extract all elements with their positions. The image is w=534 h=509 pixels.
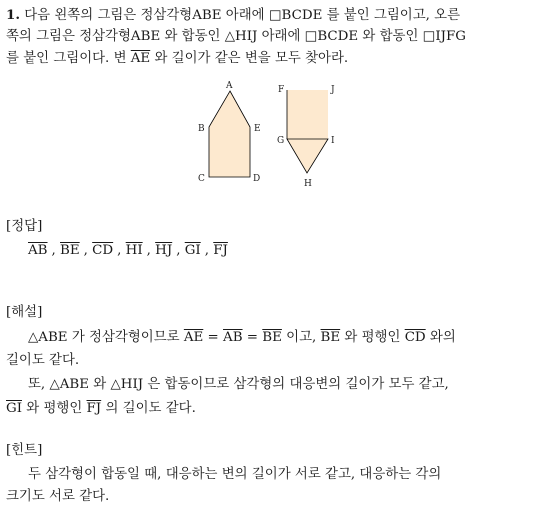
- label-b: B: [198, 124, 205, 134]
- problem-line-2: [6, 26, 530, 49]
- answer-fj: $\overline{FJ}$: [213, 243, 228, 258]
- problem-line-1: [6, 4, 530, 28]
- answer-hi: $\overline{HI}$: [125, 243, 143, 258]
- explanation-text: 이고,: [281, 330, 321, 345]
- segment-be: $\overline{BE}$: [320, 330, 341, 345]
- answer-cd: $\overline{CD}$: [92, 243, 114, 258]
- label-i: I: [331, 136, 335, 146]
- equals-sign: =: [242, 330, 263, 345]
- segment-cd: $\overline{CD}$: [404, 330, 426, 345]
- explanation-text: 의 길이도 같다.: [101, 401, 196, 416]
- label-e: E: [254, 124, 261, 134]
- hint-line-1: 두 삼각형이 합동일 때, 대응하는 변의 길이가 서로 같고, 대응하는 각의: [28, 467, 442, 482]
- hint-heading: [힌트]: [6, 443, 43, 458]
- problem-number: 1.: [6, 7, 20, 23]
- triangle-hij: [287, 139, 328, 173]
- explanation-line-2: 길이도 같다.: [6, 353, 80, 368]
- right-shape: [277, 85, 335, 189]
- left-shape: [198, 81, 261, 184]
- label-g: G: [277, 136, 285, 146]
- label-j: J: [331, 85, 335, 95]
- label-h: H: [304, 179, 312, 189]
- rectangle-ijfg: [287, 90, 328, 139]
- problem-text-3a: 를 붙인 그림이다. 변: [6, 51, 131, 66]
- segment-ab: $\overline{AB}$: [223, 330, 243, 345]
- segment-gi: $\overline{GI}$: [6, 401, 22, 416]
- hint-line-2: 크기도 서로 같다.: [6, 489, 110, 504]
- label-a: A: [226, 81, 233, 91]
- segment-fj: $\overline{FJ}$: [86, 401, 102, 416]
- label-d: D: [253, 174, 261, 184]
- segment-ae: $\overline{AE}$: [183, 330, 204, 345]
- pentagon-abcde: [209, 91, 250, 177]
- explanation-text: 와 평행인: [340, 330, 405, 345]
- segment-ae: $\overline{AE}$: [130, 51, 151, 66]
- explanation-line-1: [6, 327, 530, 350]
- explanation-text: 와의: [425, 330, 456, 345]
- geometry-figure: [192, 80, 352, 192]
- answer-heading: [정답]: [6, 219, 43, 234]
- problem-text-2: 쪽의 그림은 정삼각형ABE 와 합동인 △HIJ 아래에 □BCDE 와 합동인 □IJFG: [6, 29, 466, 44]
- explanation-line-4: [6, 398, 530, 421]
- answer-gi: $\overline{GI}$: [184, 243, 201, 258]
- equals-sign: =: [203, 330, 224, 345]
- answer-hj: $\overline{HJ}$: [155, 243, 173, 258]
- explanation-heading: [해설]: [6, 305, 43, 320]
- answer-ab: $\overline{AB}$: [28, 243, 48, 258]
- label-c: C: [198, 174, 205, 184]
- problem-text-3b: 와 길이가 같은 변을 모두 찾아라.: [150, 51, 349, 66]
- label-f: F: [278, 85, 285, 95]
- answer-be: $\overline{BE}$: [60, 243, 80, 258]
- explanation-line-3: 또, △ABE 와 △HIJ 은 합동이므로 삼각형의 대응변의 길이가 모두 같고,: [28, 377, 449, 392]
- explanation-text: 와 평행인: [22, 401, 87, 416]
- problem-line-3: [6, 48, 530, 71]
- answer-list: $\overline{AB}$ , $\overline{BE}$ , $\overline{CD}$ , $\overline{HI}$ , $\overline{HJ}$ , $\overline{GI}$ , $\overline{FJ}$: [28, 243, 228, 258]
- problem-text-1: 다음 왼쪽의 그림은 정삼각형ABE 아래에 □BCDE 를 붙인 그림이고, 오른: [24, 8, 461, 23]
- explanation-text: △ABE 가 정삼각형이므로: [28, 330, 184, 345]
- segment-be: $\overline{BE}$: [262, 330, 282, 345]
